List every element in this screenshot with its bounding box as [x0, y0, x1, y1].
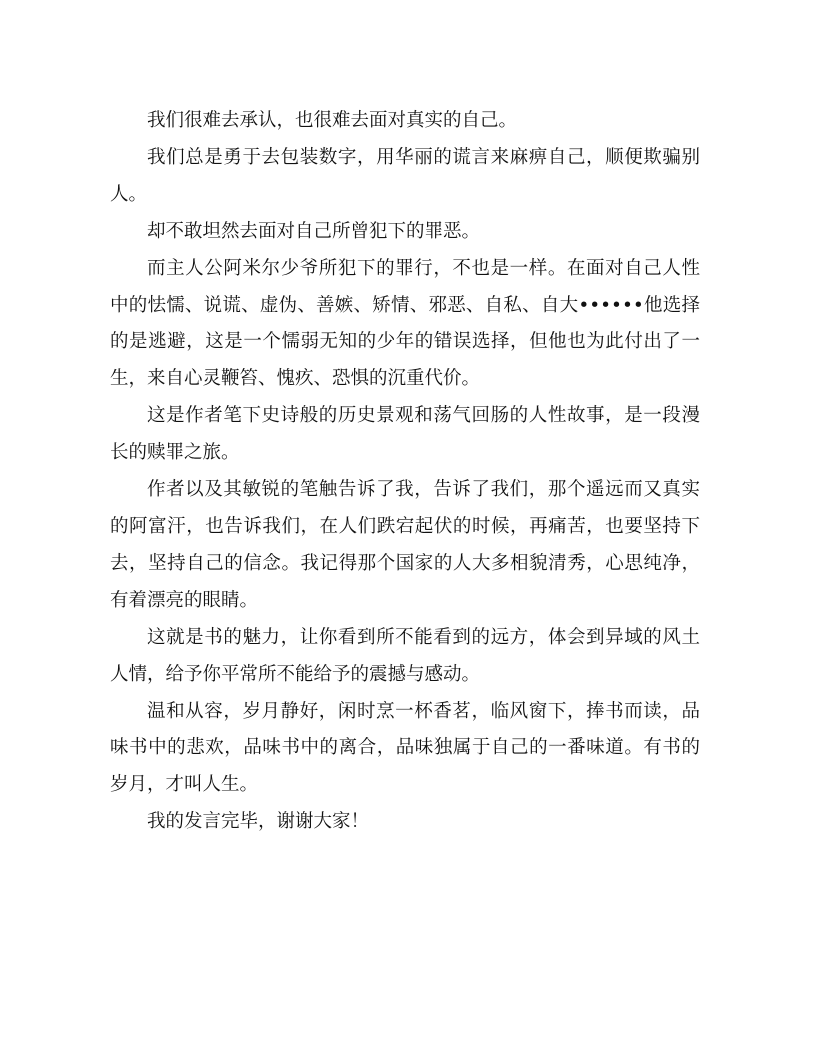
paragraph: 温和从容，岁月静好，闲时烹一杯香茗，临风窗下，捧书而读，品味书中的悲欢，品味书中的离合，品味独属于自己的一番味道。有书的岁月，才叫人生。: [110, 700, 700, 796]
paragraph: 我们总是勇于去包装数字，用华丽的谎言来麻痹自己，顺便欺骗别人。: [110, 146, 700, 205]
paragraph: 这是作者笔下史诗般的历史景观和荡气回肠的人性故事，是一段漫长的赎罪之旅。: [110, 405, 700, 464]
paragraph: 作者以及其敏锐的笔触告诉了我，告诉了我们，那个遥远而又真实的阿富汗，也告诉我们，在人们跌宕起伏的时候，再痛苦，也要坚持下去，坚持自己的信念。我记得那个国家的人大多相貌清秀，心思纯净，有着漂亮的眼睛。: [110, 479, 700, 611]
paragraph: 我们很难去承认，也很难去面对真实的自己。: [147, 110, 518, 131]
paragraph: 这就是书的魅力，让你看到所不能看到的远方，体会到异域的风土人情，给予你平常所不能给予的震撼与感动。: [110, 626, 700, 685]
document-body: [110, 103, 700, 841]
paragraph: 我的发言完毕，谢谢大家！: [147, 811, 370, 833]
paragraph: 而主人公阿米尔少爷所犯下的罪行，不也是一样。在面对自己人性中的怯懦、说谎、虚伪、善嫉、矫情、邪恶、自私、自大••••••他选择的是逃避，这是一个懦弱无知的少年的错误选择，但他也为此付出了一生，来自心灵鞭笞、愧疚、恐惧的沉重代价。: [110, 257, 700, 390]
paragraph: 却不敢坦然去面对自己所曾犯下的罪恶。: [147, 220, 481, 242]
